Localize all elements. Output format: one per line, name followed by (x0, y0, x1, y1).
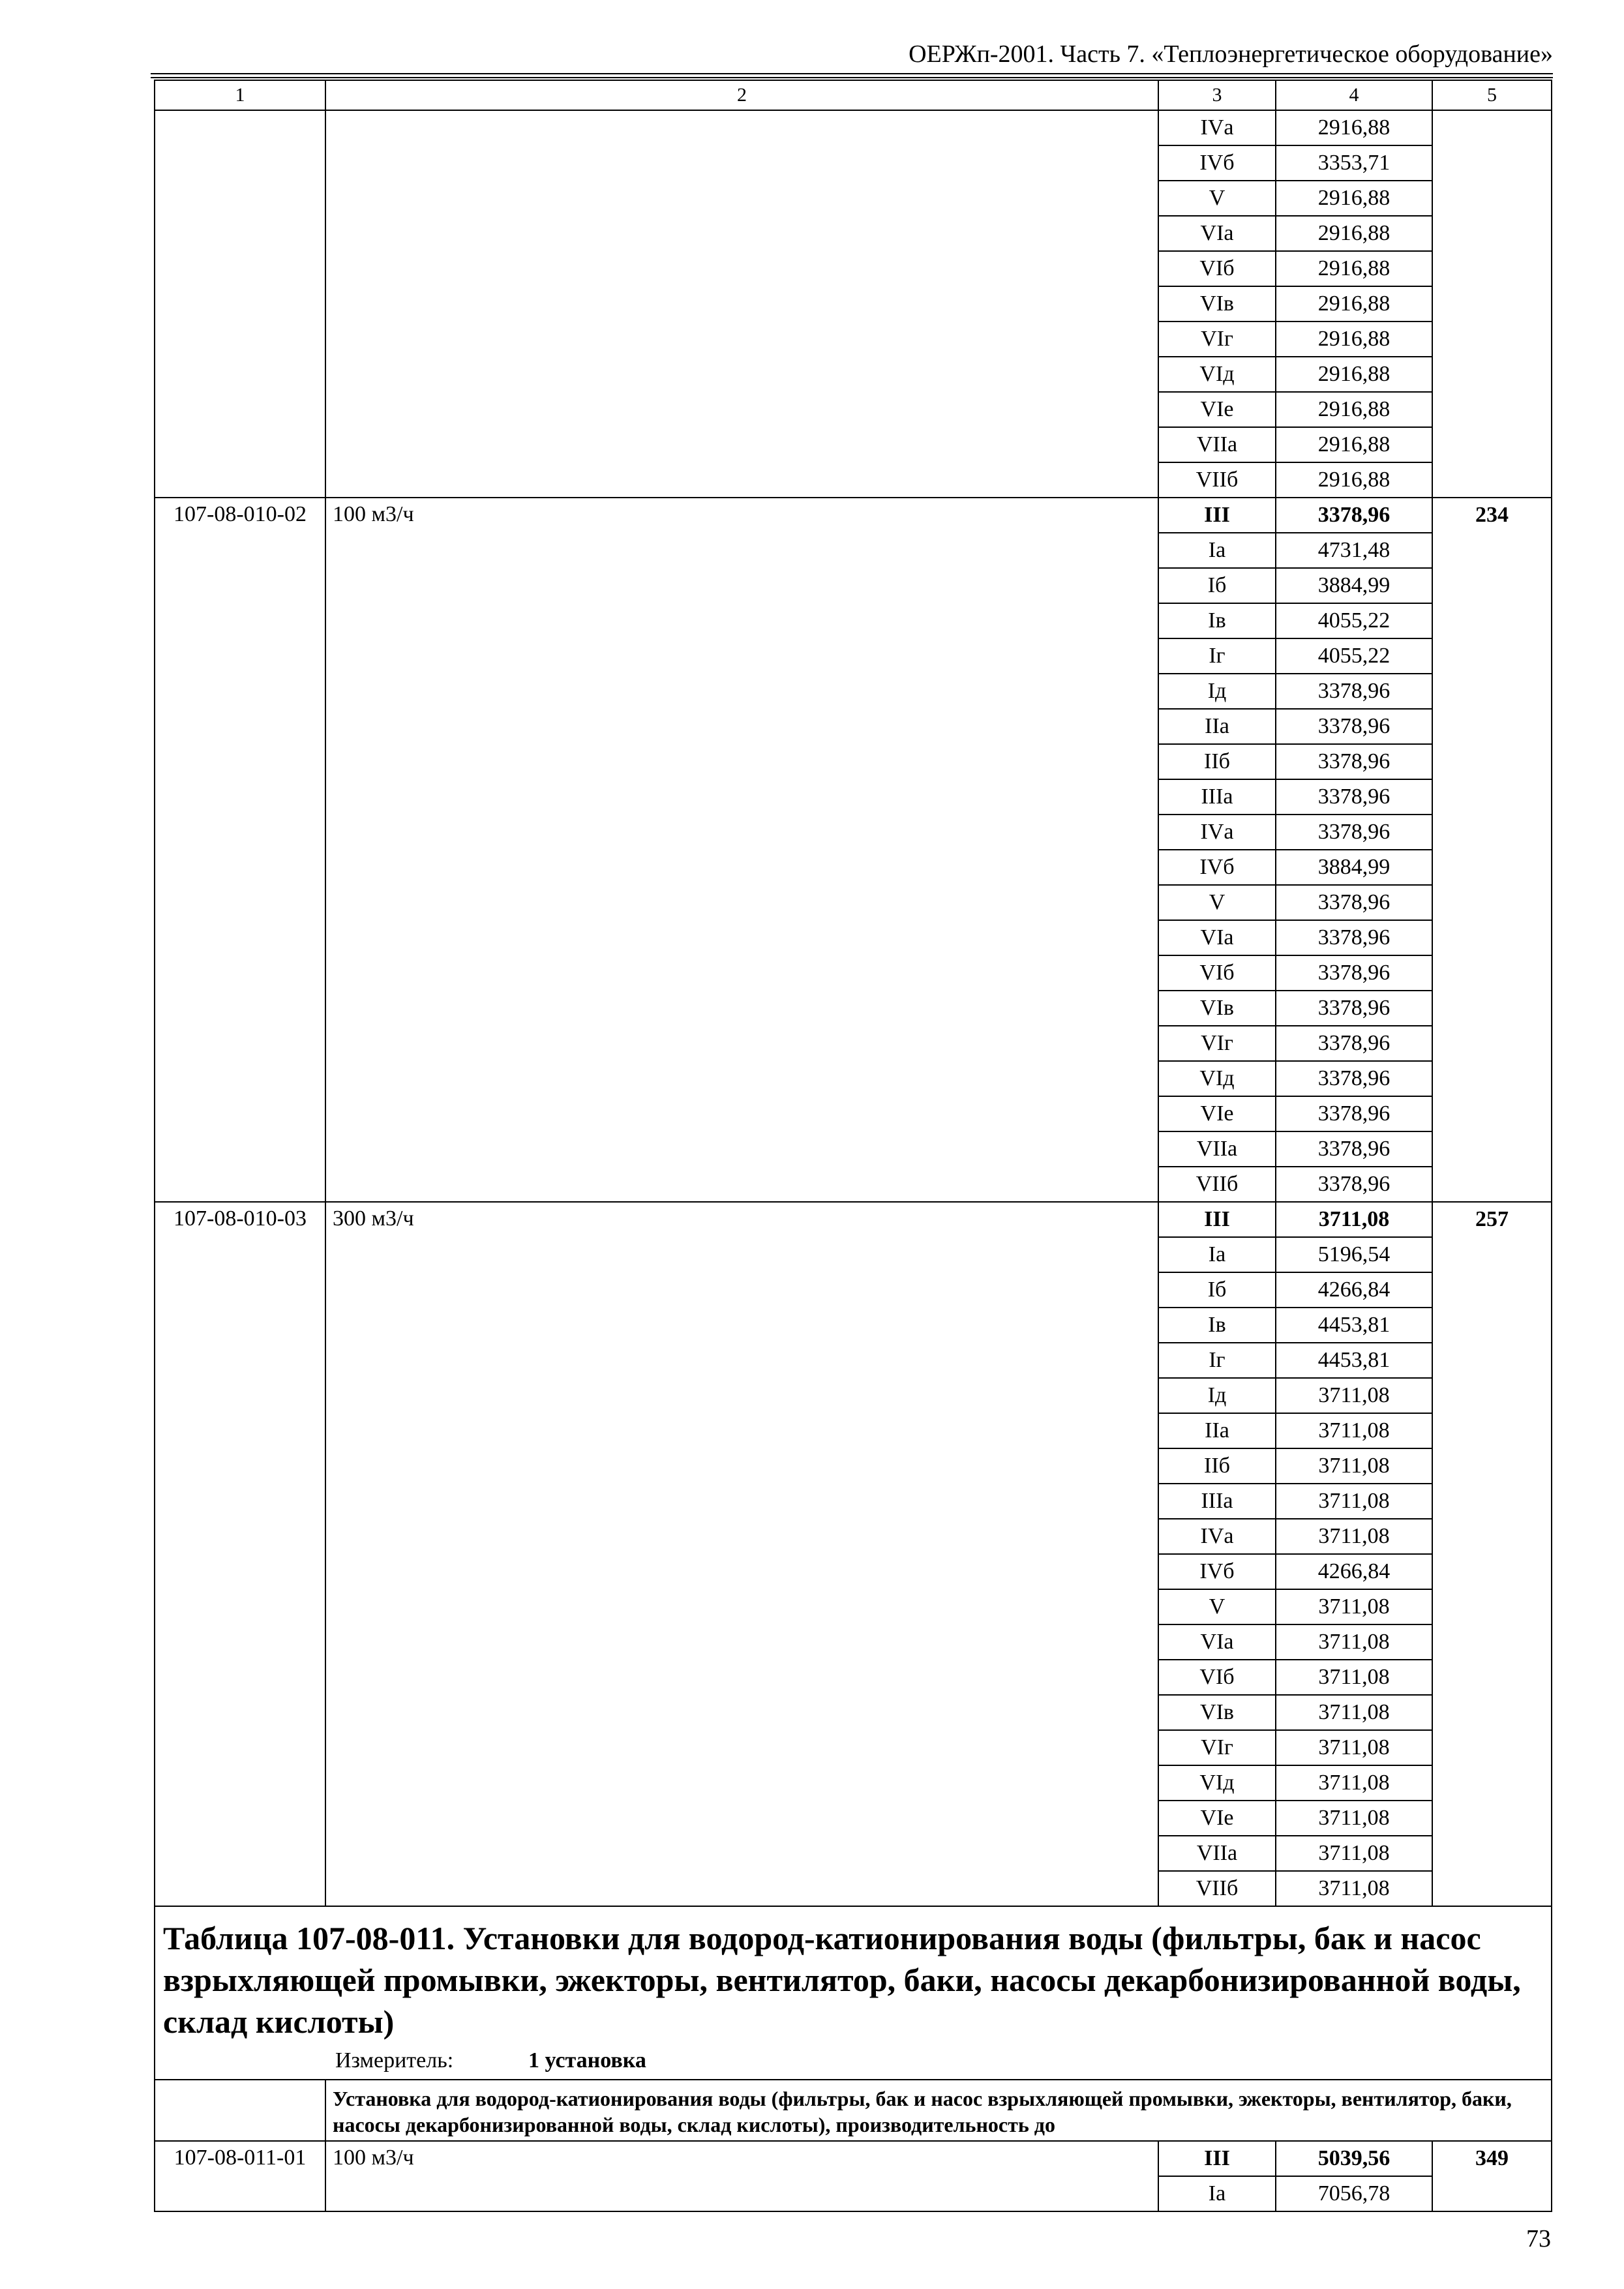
value-cell: 2916,88 (1276, 110, 1432, 145)
value-cell: 3711,08 (1276, 1413, 1432, 1448)
item-name: 100 м3/ч (325, 498, 1158, 1202)
zone-cell: V (1158, 1589, 1276, 1624)
zone-cell: VIд (1158, 1765, 1276, 1801)
zone-cell: IIб (1158, 1448, 1276, 1484)
zone-cell: VIг (1158, 1730, 1276, 1765)
column-header: 5 (1432, 80, 1552, 110)
value-cell: 2916,88 (1276, 286, 1432, 322)
zone-cell: III (1158, 498, 1276, 533)
header-rule (151, 77, 1553, 78)
zone-cell: VIд (1158, 1061, 1276, 1096)
value-cell: 3378,96 (1276, 674, 1432, 709)
zone-cell: Iб (1158, 1272, 1276, 1308)
item-code: 107-08-011-01 (155, 2141, 325, 2211)
zone-cell: IVа (1158, 1519, 1276, 1554)
zone-cell: VIIа (1158, 1836, 1276, 1871)
zone-cell: IVб (1158, 145, 1276, 181)
zone-cell: VIд (1158, 357, 1276, 392)
value-cell: 3378,96 (1276, 1167, 1432, 1202)
zone-cell: Iв (1158, 603, 1276, 638)
value-cell: 3378,96 (1276, 498, 1432, 533)
table-row (155, 1202, 1552, 1237)
value-cell: 2916,88 (1276, 427, 1432, 462)
zone-cell: VIIа (1158, 1131, 1276, 1167)
zone-cell: VIб (1158, 1660, 1276, 1695)
table-header-row (155, 80, 1552, 110)
zone-cell: IIIа (1158, 1484, 1276, 1519)
description-row (155, 2080, 1552, 2141)
table-row (155, 2141, 1552, 2176)
column-header: 1 (155, 80, 325, 110)
page-header: ОЕРЖп-2001. Часть 7. «Теплоэнергетическое оборудование» (909, 40, 1553, 68)
zone-cell: VIв (1158, 286, 1276, 322)
item-code: 107-08-010-02 (155, 498, 325, 1202)
value-cell: 3378,96 (1276, 779, 1432, 815)
zone-cell: Iд (1158, 674, 1276, 709)
value-cell: 3378,96 (1276, 815, 1432, 850)
item-code (155, 110, 325, 498)
section-description: Установка для водород-катионирования воды (фильтры, бак и насос взрыхляющей промывки, эжекторы, вентилятор, баки, насосы декарбонизированной воды, склад кислоты), производительность до (325, 2080, 1552, 2141)
value-cell: 3711,08 (1276, 1765, 1432, 1801)
description-blank (155, 2080, 325, 2141)
value-cell: 3711,08 (1276, 1836, 1432, 1871)
zone-cell: Iа (1158, 533, 1276, 568)
zone-cell: IIа (1158, 1413, 1276, 1448)
value-cell: 2916,88 (1276, 251, 1432, 286)
header-rule (151, 73, 1553, 74)
section-title-row (155, 1906, 1552, 2080)
value-cell: 4453,81 (1276, 1308, 1432, 1343)
value-cell: 2916,88 (1276, 357, 1432, 392)
price-table (154, 80, 1552, 2212)
item-name: 300 м3/ч (325, 1202, 1158, 1906)
value-cell: 2916,88 (1276, 216, 1432, 251)
zone-cell: IIа (1158, 709, 1276, 744)
column-header: 3 (1158, 80, 1276, 110)
zone-cell: Iг (1158, 638, 1276, 674)
value-cell: 5039,56 (1276, 2141, 1432, 2176)
value-cell: 4453,81 (1276, 1343, 1432, 1378)
zone-cell: VIе (1158, 1096, 1276, 1131)
section-title-cell (155, 1906, 1552, 2080)
zone-cell: VIб (1158, 251, 1276, 286)
zone-cell: VIа (1158, 216, 1276, 251)
value-cell: 3711,08 (1276, 1202, 1432, 1237)
value-cell: 4266,84 (1276, 1272, 1432, 1308)
value-cell: 3378,96 (1276, 1131, 1432, 1167)
zone-cell: VIг (1158, 322, 1276, 357)
zone-cell: Iд (1158, 1378, 1276, 1413)
zone-cell: VIIб (1158, 1167, 1276, 1202)
value-cell: 4266,84 (1276, 1554, 1432, 1589)
value-cell: 3884,99 (1276, 568, 1432, 603)
value-cell: 3378,96 (1276, 709, 1432, 744)
value-cell: 3378,96 (1276, 1061, 1432, 1096)
value-cell: 5196,54 (1276, 1237, 1432, 1272)
value-cell: 3378,96 (1276, 1026, 1432, 1061)
zone-cell: Iа (1158, 2176, 1276, 2211)
zone-cell: VIв (1158, 1695, 1276, 1730)
item-code: 107-08-010-03 (155, 1202, 325, 1906)
zone-cell: III (1158, 1202, 1276, 1237)
value-cell: 2916,88 (1276, 462, 1432, 498)
zone-cell: IIб (1158, 744, 1276, 779)
value-cell: 3711,08 (1276, 1801, 1432, 1836)
item-name (325, 110, 1158, 498)
column-header: 2 (325, 80, 1158, 110)
zone-cell: IVб (1158, 1554, 1276, 1589)
item-col5: 349 (1432, 2141, 1552, 2211)
zone-cell: VIб (1158, 955, 1276, 991)
item-col5 (1432, 110, 1552, 498)
value-cell: 3353,71 (1276, 145, 1432, 181)
zone-cell: VIIб (1158, 1871, 1276, 1906)
zone-cell: IVа (1158, 110, 1276, 145)
value-cell: 3378,96 (1276, 955, 1432, 991)
column-header: 4 (1276, 80, 1432, 110)
value-cell: 4055,22 (1276, 603, 1432, 638)
table-row (155, 498, 1552, 533)
measure-value: 1 установка (528, 2048, 646, 2072)
item-name: 100 м3/ч (325, 2141, 1158, 2211)
zone-cell: IVа (1158, 815, 1276, 850)
zone-cell: Iв (1158, 1308, 1276, 1343)
value-cell: 3711,08 (1276, 1589, 1432, 1624)
zone-cell: V (1158, 885, 1276, 920)
measure-label: Измеритель: (335, 2048, 454, 2072)
zone-cell: V (1158, 181, 1276, 216)
zone-cell: VIе (1158, 1801, 1276, 1836)
item-col5: 234 (1432, 498, 1552, 1202)
value-cell: 4731,48 (1276, 533, 1432, 568)
value-cell: 2916,88 (1276, 322, 1432, 357)
zone-cell: VIIа (1158, 427, 1276, 462)
value-cell: 3884,99 (1276, 850, 1432, 885)
value-cell: 3711,08 (1276, 1519, 1432, 1554)
zone-cell: Iб (1158, 568, 1276, 603)
value-cell: 7056,78 (1276, 2176, 1432, 2211)
value-cell: 3711,08 (1276, 1695, 1432, 1730)
value-cell: 3711,08 (1276, 1484, 1432, 1519)
item-col5: 257 (1432, 1202, 1552, 1906)
zone-cell: VIв (1158, 991, 1276, 1026)
value-cell: 4055,22 (1276, 638, 1432, 674)
value-cell: 3711,08 (1276, 1448, 1432, 1484)
zone-cell: VIа (1158, 1624, 1276, 1660)
value-cell: 3378,96 (1276, 991, 1432, 1026)
value-cell: 3711,08 (1276, 1378, 1432, 1413)
page-number: 73 (1526, 2225, 1551, 2252)
value-cell: 2916,88 (1276, 392, 1432, 427)
zone-cell: Iа (1158, 1237, 1276, 1272)
zone-cell: VIIб (1158, 462, 1276, 498)
zone-cell: VIа (1158, 920, 1276, 955)
zone-cell: VIе (1158, 392, 1276, 427)
value-cell: 3378,96 (1276, 744, 1432, 779)
value-cell: 3711,08 (1276, 1730, 1432, 1765)
value-cell: 3378,96 (1276, 1096, 1432, 1131)
table-row (155, 110, 1552, 145)
value-cell: 2916,88 (1276, 181, 1432, 216)
value-cell: 3711,08 (1276, 1624, 1432, 1660)
zone-cell: VIг (1158, 1026, 1276, 1061)
measure-line (335, 2046, 1543, 2075)
zone-cell: Iг (1158, 1343, 1276, 1378)
value-cell: 3711,08 (1276, 1660, 1432, 1695)
value-cell: 3378,96 (1276, 885, 1432, 920)
value-cell: 3711,08 (1276, 1871, 1432, 1906)
zone-cell: III (1158, 2141, 1276, 2176)
value-cell: 3378,96 (1276, 920, 1432, 955)
section-title: Таблица 107-08-011. Установки для водород-катионирования воды (фильтры, бак и насос взрыхляющей промывки, эжекторы, вентилятор, баки, насосы декарбонизированной воды, склад кислоты) (163, 1920, 1521, 2040)
zone-cell: IVб (1158, 850, 1276, 885)
zone-cell: IIIа (1158, 779, 1276, 815)
